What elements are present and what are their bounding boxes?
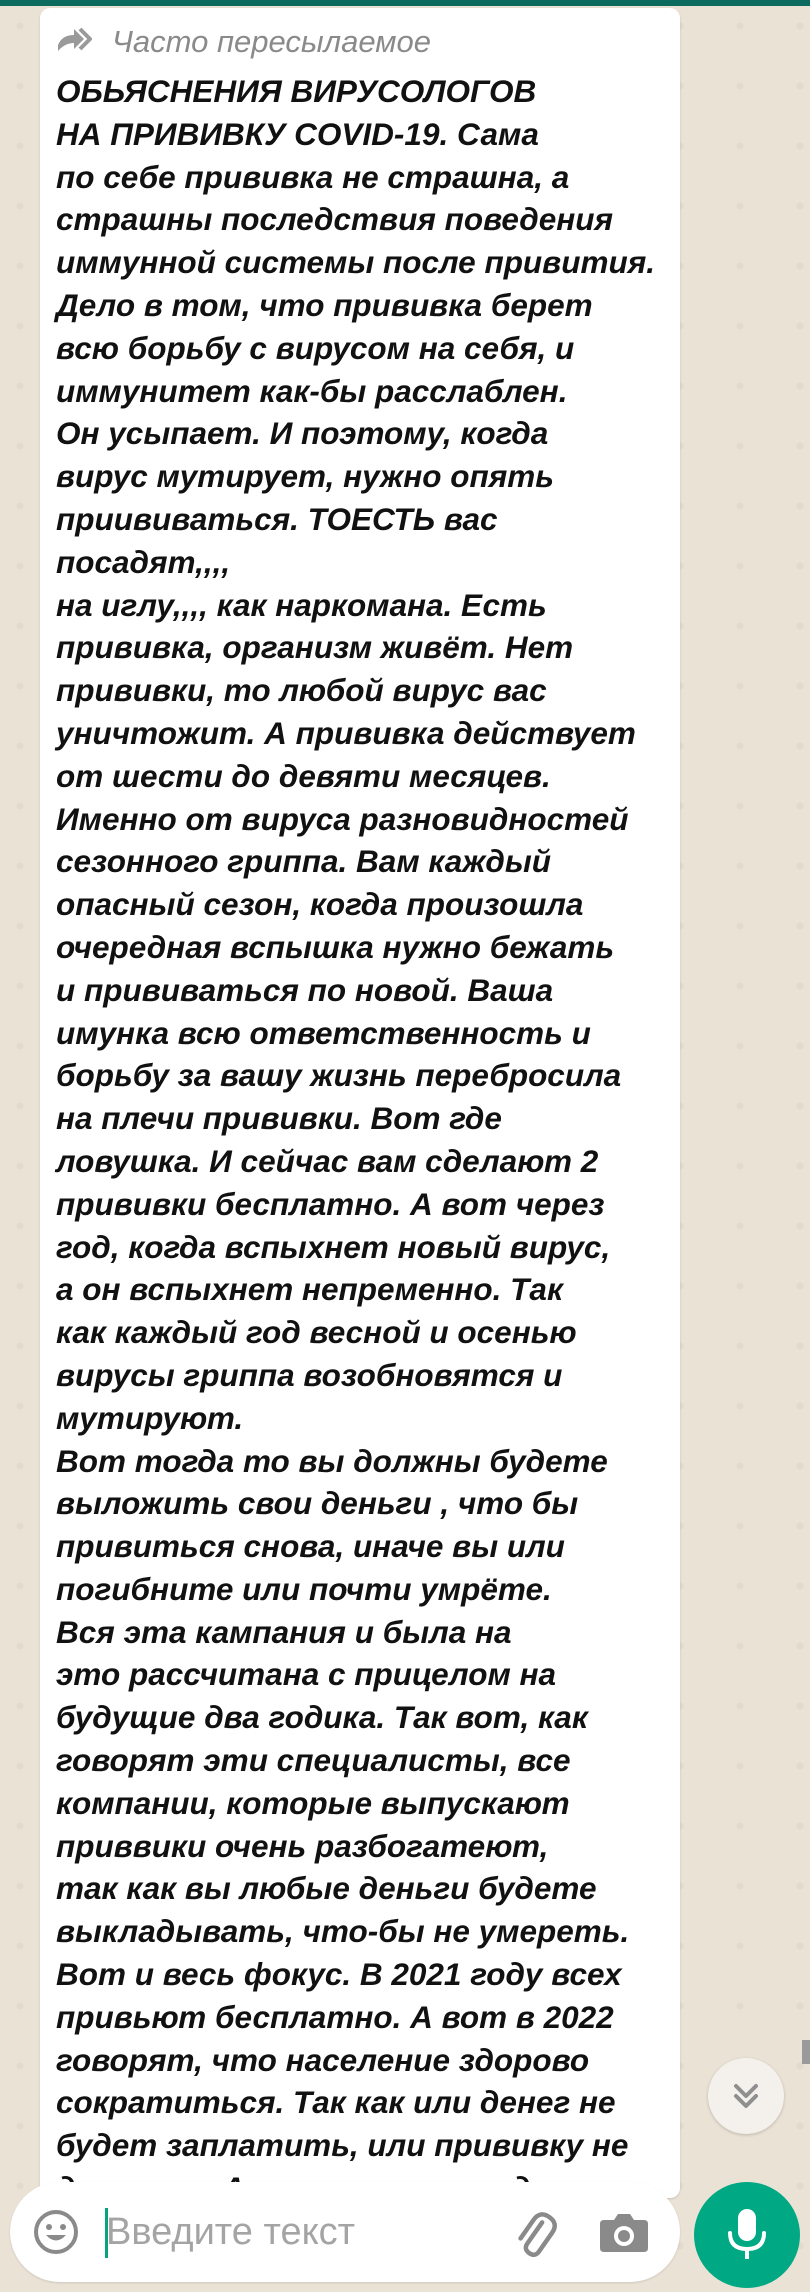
scroll-to-bottom-button[interactable] — [708, 2058, 784, 2134]
emoji-icon[interactable] — [32, 2208, 80, 2256]
voice-record-button[interactable] — [694, 2182, 800, 2288]
message-input[interactable] — [106, 2204, 486, 2260]
forwarded-text: Часто пересылаемое — [112, 24, 432, 59]
scroll-indicator — [802, 2040, 810, 2064]
camera-icon[interactable] — [598, 2208, 650, 2256]
forwarded-label — [56, 18, 431, 66]
message-bubble[interactable] — [40, 8, 680, 2198]
microphone-icon — [725, 2207, 769, 2263]
forward-arrows-icon — [56, 27, 102, 57]
message-input-bar — [10, 2182, 680, 2282]
chevron-double-down-icon — [728, 2078, 764, 2114]
message-text: ОБЬЯСНЕНИЯ ВИРУСОЛОГОВ НА ПРИВИВКУ COVID-19. Сама по себе прививка не страшна, а страшны последствия поведения иммунной системы после привития. Дело в том, что прививка берет всю борьбу с вирусом на себя, и иммунитет как-бы расслаблен. Он усыпает. И поэтому, когда вирус мутирует, нужно опять приививаться. ТОЕСТЬ вас посадят,,,, на иглу,,,, как наркомана. Есть прививка, организм живёт. Нет прививки, то любой вирус вас уничтожит. А прививка действует от шести до девяти месяцев. Именно от вируса разновидностей сезонного гриппа. Вам каждый опасный сезон, когда произошла очередная вспышка нужно бежать и прививаться по новой. Ваша имунка всю ответственность и борьбу за вашу жизнь перебросила на плечи прививки. Вот где ловушка. И сейчас вам сделают 2 прививки бесплатно. А вот через год, когда вспыхнет новый вирус, а он вспыхнет непременно. Так как каждый год весной и осенью вирусы гриппа возобновятся и мутируют. Вот тогда то вы должны будете выложить свои деньги , что бы привиться снова, иначе вы или погибните или почти умрёте. Вся эта кампания и была на это рассчитана с прицелом на будущие два годика. Так вот, как говорят эти специалисты, все компании, которые выпускают приввики очень разбогатеют, так как вы любые деньги будете выкладывать, что-бы не умереть. Вот и весь фокус. В 2021 году всех привьют бесплатно. А вот в 2022 говорят, что население здорово сократиться. Так как или денег не будет заплатить, или прививку не — [56, 73, 655, 2164]
paperclip-icon[interactable] — [506, 2206, 562, 2262]
